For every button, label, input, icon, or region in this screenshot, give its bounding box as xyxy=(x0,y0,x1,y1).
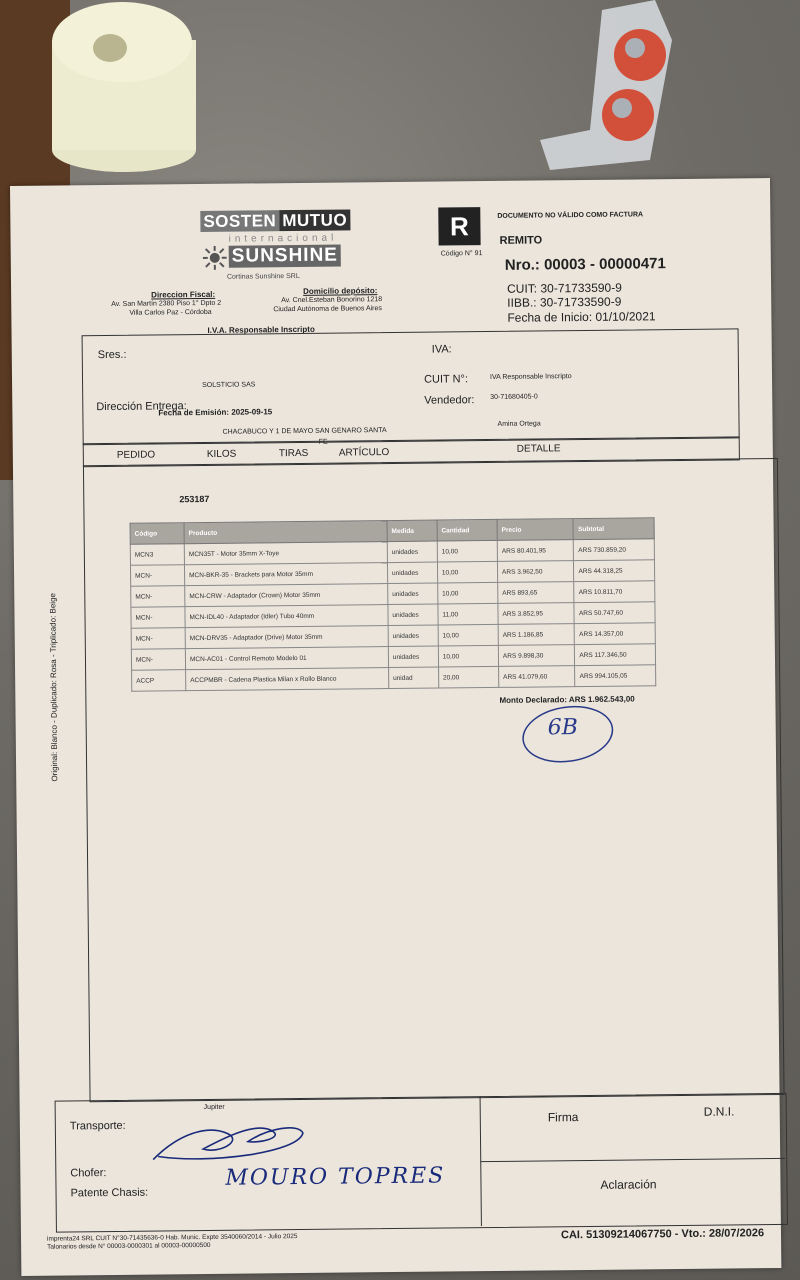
document-note: DOCUMENTO NO VÁLIDO COMO FACTURA xyxy=(497,211,644,220)
header-medida: Medida xyxy=(387,520,437,542)
cell-subtotal: ARS 44.318,25 xyxy=(574,560,655,582)
cell-cantidad: 10,00 xyxy=(438,645,498,667)
transporte-label: Transporte: xyxy=(69,1119,126,1133)
company-iibb: IIBB.: 30-71733590-9 xyxy=(507,294,622,310)
cell-cantidad: 11,00 xyxy=(438,603,498,625)
cell-cantidad: 10,00 xyxy=(438,582,498,604)
cell-medida: unidades xyxy=(388,625,438,647)
column-articulo: ARTÍCULO xyxy=(338,447,390,459)
cell-codigo: ACCP xyxy=(132,670,186,692)
handwritten-note-text: 6B xyxy=(547,715,579,741)
header-codigo: Código xyxy=(130,523,184,545)
header-cantidad: Cantidad xyxy=(437,519,497,541)
cell-codigo: MCN- xyxy=(131,607,185,629)
column-detalle: DETALLE xyxy=(516,443,561,455)
codigo-number: Código N° 91 xyxy=(440,250,483,258)
cell-precio: ARS 893,65 xyxy=(498,582,575,604)
company-cuit: CUIT: 30-71733590-9 xyxy=(507,280,622,296)
cell-medida: unidad xyxy=(388,667,438,689)
dni-label: D.N.I. xyxy=(703,1104,735,1119)
monto-declarado: Monto Declarado: ARS 1.962.543,00 xyxy=(499,694,635,705)
printer-line1: imprenta24 SRL CUIT N°30-71435636-0 Hab. Munic. Expte 3540060/2014 - Julio 2025 xyxy=(46,1233,298,1243)
cuit-label: CUIT N°: xyxy=(423,373,469,386)
cai-number: CAI. 51309214067750 - Vto.: 28/07/2026 xyxy=(560,1227,765,1242)
iva-label: IVA: xyxy=(431,343,452,356)
copy-color-legend: Original: Blanco - Duplicado: Rosa - Triplicado: Beige xyxy=(48,592,60,782)
driver-handwritten-name: MOURO TOPRES xyxy=(225,1163,446,1191)
firma-label: Firma xyxy=(547,1110,579,1125)
direccion-fiscal-line1: Av. San Martín 2380 Piso 1° Dpto 2 xyxy=(111,299,222,308)
client-box xyxy=(82,328,740,445)
cell-producto: MCN-CRW - Adaptador (Crown) Motor 35mm xyxy=(185,584,388,607)
cell-precio: ARS 3.962,50 xyxy=(497,561,574,583)
fecha-inicio: Fecha de Inicio: 01/10/2021 xyxy=(507,309,656,325)
cell-subtotal: ARS 50.747,60 xyxy=(574,602,655,624)
document-letter: R xyxy=(438,207,480,245)
cell-producto: MCN-IDL40 - Adaptador (Idler) Tubo 40mm xyxy=(185,605,388,628)
seller-name: Amina Ortega xyxy=(497,420,541,428)
cell-cantidad: 20,00 xyxy=(438,666,498,688)
sres-label: Sres.: xyxy=(97,348,127,362)
cell-producto: MCN-DRV35 - Adaptador (Drive) Motor 35mm xyxy=(185,626,388,649)
direccion-entrega-label: Dirección Entrega: xyxy=(96,400,187,414)
brand-logo-name: SUNSHINE xyxy=(229,245,341,268)
cell-precio: ARS 41.079,60 xyxy=(499,666,576,688)
delivery-address: CHACABUCO Y 1 DE MAYO SAN GENARO SANTA xyxy=(222,427,387,436)
cuit-value: IVA Responsable Inscripto xyxy=(489,373,572,381)
fecha-emision: Fecha de Emisión: 2025-09-15 xyxy=(158,407,273,418)
cell-producto: ACCPMBR - Cadena Plastica Milan x Rollo Blanco xyxy=(186,668,389,691)
cell-medida: unidades xyxy=(387,562,437,584)
fe-mark: FE xyxy=(318,438,328,446)
cell-producto: MCN-AC01 - Control Remoto Modelo 01 xyxy=(185,647,388,670)
items-table xyxy=(130,517,657,691)
domicilio-label: Domicilio depósito: xyxy=(303,286,378,296)
document-number: Nro.: 00003 - 00000471 xyxy=(504,255,666,274)
document-type: REMITO xyxy=(499,234,543,247)
iva-condition: I.V.A. Responsable Inscripto xyxy=(207,324,315,335)
brand-logo-top: SOSTEN MUTUO xyxy=(200,210,350,232)
header-subtotal: Subtotal xyxy=(573,518,654,540)
client-name: SOLSTICIO SAS xyxy=(202,381,256,389)
patente-label: Patente Chasis: xyxy=(70,1186,149,1200)
domicilio-line1: Av. Cnel.Esteban Bonorino 1218 xyxy=(281,296,383,305)
cell-cantidad: 10,00 xyxy=(438,624,498,646)
direccion-fiscal-line2: Villa Carlos Paz - Córdoba xyxy=(129,308,212,317)
cell-codigo: MCN- xyxy=(131,586,185,608)
cell-medida: unidades xyxy=(388,646,438,668)
cell-producto: MCN-BKR-35 - Brackets para Motor 35mm xyxy=(184,563,387,586)
cell-subtotal: ARS 994.105,05 xyxy=(575,665,656,687)
aclaracion-label: Aclaración xyxy=(600,1177,657,1192)
vendedor-value: 30-71680405-0 xyxy=(490,393,538,401)
column-kilos: KILOS xyxy=(206,448,237,460)
cell-medida: unidades xyxy=(388,604,438,626)
transporte-value: Jupiter xyxy=(203,1103,225,1112)
cell-codigo: MCN3 xyxy=(130,544,184,566)
column-tiras: TIRAS xyxy=(278,447,309,460)
header-producto: Producto xyxy=(184,521,387,544)
cell-medida: unidades xyxy=(387,541,437,563)
chofer-label: Chofer: xyxy=(70,1167,107,1180)
cell-subtotal: ARS 14.357,00 xyxy=(575,623,656,645)
direccion-fiscal-label: Direccion Fiscal: xyxy=(151,289,216,300)
cell-subtotal: ARS 10.811,70 xyxy=(574,581,655,603)
plastic-spool xyxy=(44,0,200,175)
domicilio-line2: Ciudad Autónoma de Buenos Aires xyxy=(273,305,382,314)
cell-subtotal: ARS 117.346,50 xyxy=(575,644,656,666)
remito-document xyxy=(10,178,781,1276)
plastic-clip xyxy=(540,0,675,180)
cell-cantidad: 10,00 xyxy=(437,561,497,583)
header-precio: Precio xyxy=(497,519,574,541)
cell-codigo: MCN- xyxy=(131,628,185,650)
cell-producto: MCN35T - Motor 35mm X-Toye xyxy=(184,542,387,565)
cell-codigo: MCN- xyxy=(131,649,185,671)
order-number: 253187 xyxy=(179,493,210,505)
cell-subtotal: ARS 730.859,20 xyxy=(574,539,655,561)
sun-icon xyxy=(203,246,227,270)
cell-precio: ARS 1.186,85 xyxy=(498,624,575,646)
cell-precio: ARS 80.401,95 xyxy=(497,540,574,562)
cell-precio: ARS 9.898,30 xyxy=(498,645,575,667)
cell-cantidad: 10,00 xyxy=(437,540,497,562)
cell-medida: unidades xyxy=(388,583,438,605)
vendedor-label: Vendedor: xyxy=(424,394,475,407)
cell-precio: ARS 3.852,95 xyxy=(498,603,575,625)
brand-logo-sub: internacional xyxy=(228,232,338,245)
column-pedido: PEDIDO xyxy=(116,449,156,461)
printer-line2: Talonarios desde N° 00003-0000301 al 00003-00000500 xyxy=(47,1241,211,1251)
brand-caption: Cortinas Sunshine SRL xyxy=(226,272,300,281)
cell-codigo: MCN- xyxy=(130,565,184,587)
